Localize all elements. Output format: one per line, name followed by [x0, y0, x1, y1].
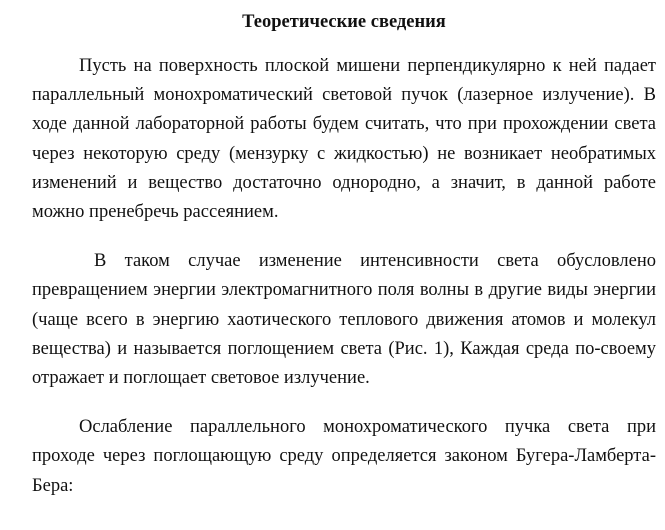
paragraph-intro: Пусть на поверхность плоской мишени перпендикулярно к ней падает параллельный монохроматический световой пучок (лазерное излучение). В ходе данной лабораторной работы будем считать, что при прохождении света через некоторую среду (мензурку с жидкостью) не возникает необратимых изменений и вещество достаточно однородно, а значит, в данной работе можно пренебречь рассеянием.	[32, 56, 656, 223]
paragraph-bouguer-law: Ослабление параллельного монохроматического пучка света при проходе через поглощающую среду определяется законом Бугера-Ламберта-Бера:	[32, 417, 656, 496]
paragraph-absorption: В таком случае изменение интенсивности света обусловлено превращением энергии электромагнитного поля волны в другие виды энергии (чаще всего в энергию хаотического теплового движения атомов и молекул вещества) и называется поглощением света (Рис. 1), Каждая среда по-своему отражает и поглощает световое излучение.	[32, 251, 656, 389]
document-page	[32, 10, 656, 501]
section-title: Теоретические сведения	[242, 12, 446, 32]
